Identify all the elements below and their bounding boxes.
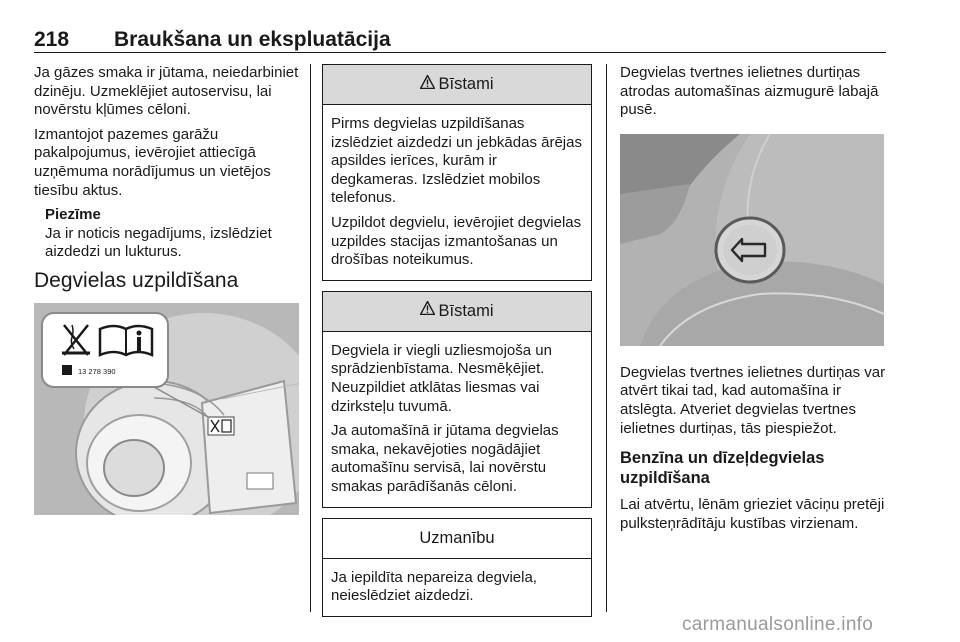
caution-box-header bbox=[323, 519, 591, 559]
warning-box-2-text-1: Degviela ir viegli uzliesmojoša un sprādzienbīstama. Nesmēķējiet. Neuzpildiet atklātas liesmas vai dzirksteļu tuvumā. bbox=[331, 341, 552, 415]
header-rule bbox=[34, 52, 886, 53]
fuel-cap-illustration bbox=[34, 303, 299, 515]
section-title: Degvielas uzpildīšana bbox=[34, 268, 239, 292]
fuel-door-photo bbox=[620, 134, 884, 346]
manual-book-icon bbox=[100, 326, 152, 355]
fuel-cap-drawing bbox=[34, 303, 299, 515]
chapter-title: Braukšana un ekspluatācija bbox=[114, 28, 391, 51]
watermark: carmanualsonline.info bbox=[682, 614, 874, 635]
warning-triangle-icon bbox=[420, 301, 435, 321]
paragraph-filler-door-location: Degvielas tvertnes ielietnes durtiņas atrodas automašīnas aizmugurē labajā pusē. bbox=[620, 64, 879, 119]
warning-triangle-icon bbox=[420, 75, 435, 95]
warning-box-1-text-2: Uzpildot degvielu, ievērojiet degvielas uzpildes stacijas izmantošanas un drošības noteikumus. bbox=[331, 213, 582, 269]
column-1 bbox=[34, 64, 299, 515]
fuel-door-drawing bbox=[620, 134, 884, 346]
warning-box-2 bbox=[322, 291, 592, 508]
page-header bbox=[34, 28, 886, 54]
warning-box-1-text-1: Pirms degvielas uzpildīšanas izslēdziet aizdedzi un jebkādas ārējas apsildes ierīces, kurām ir degkameras. Izslēdziet mobilos telefonus. bbox=[331, 115, 582, 207]
paragraph-gas-smell: Ja gāzes smaka ir jūtama, neiedarbiniet dzinēju. Uzmeklējiet autoservisu, lai novērstu kļūmes cēloni. bbox=[34, 64, 299, 119]
caution-box bbox=[322, 518, 592, 617]
paragraph-open-cap: Lai atvērtu, lēnām grieziet vāciņu pretēji pulksteņrādītāju kustības virzienam. bbox=[620, 496, 885, 532]
note-title: Piezīme bbox=[45, 206, 101, 224]
paragraph-underground-garage: Izmantojot pazemes garāžu pakalpojumus, ievērojiet attiecīgā uzņēmuma norādījumus un vietējos tiesību aktus. bbox=[34, 125, 271, 199]
warning-box-1-header bbox=[323, 65, 591, 105]
caution-box-title: Uzmanību bbox=[419, 528, 495, 547]
column-2 bbox=[322, 64, 592, 627]
note-block bbox=[45, 206, 299, 262]
warning-box-1-title: Bīstami bbox=[438, 75, 494, 94]
caution-box-text: Ja iepildīta nepareiza degviela, neieslēdziet aizdedzi. bbox=[331, 568, 537, 605]
column-divider-1 bbox=[310, 64, 311, 612]
warning-box-2-text-2: Ja automašīnā ir jūtama degvielas smaka, nekavējoties nogādājiet automašīnu servisā, lai novērstu smakas parādīšanās cēloni. bbox=[331, 422, 559, 495]
warning-box-2-title: Bīstami bbox=[438, 301, 494, 320]
warning-box-2-header bbox=[323, 292, 591, 332]
figure-label-code: 13 278 390 bbox=[78, 366, 116, 376]
paragraph-filler-door-open: Degvielas tvertnes ielietnes durtiņas var atvērt tikai tad, kad automašīna ir atslēgta. Atveriet degvielas tvertnes ielietnes durtiņas, tās piespiežot. bbox=[620, 363, 886, 437]
subsection-title: Benzīna un dīzeļdegvielas uzpildīšana bbox=[620, 449, 825, 488]
warning-box-1 bbox=[322, 64, 592, 281]
page-number: 218 bbox=[34, 28, 70, 51]
column-divider-2 bbox=[606, 64, 607, 612]
note-text: Ja ir noticis negadījums, izslēdziet aizdedzi un lukturus. bbox=[45, 224, 272, 261]
column-3 bbox=[620, 64, 890, 539]
